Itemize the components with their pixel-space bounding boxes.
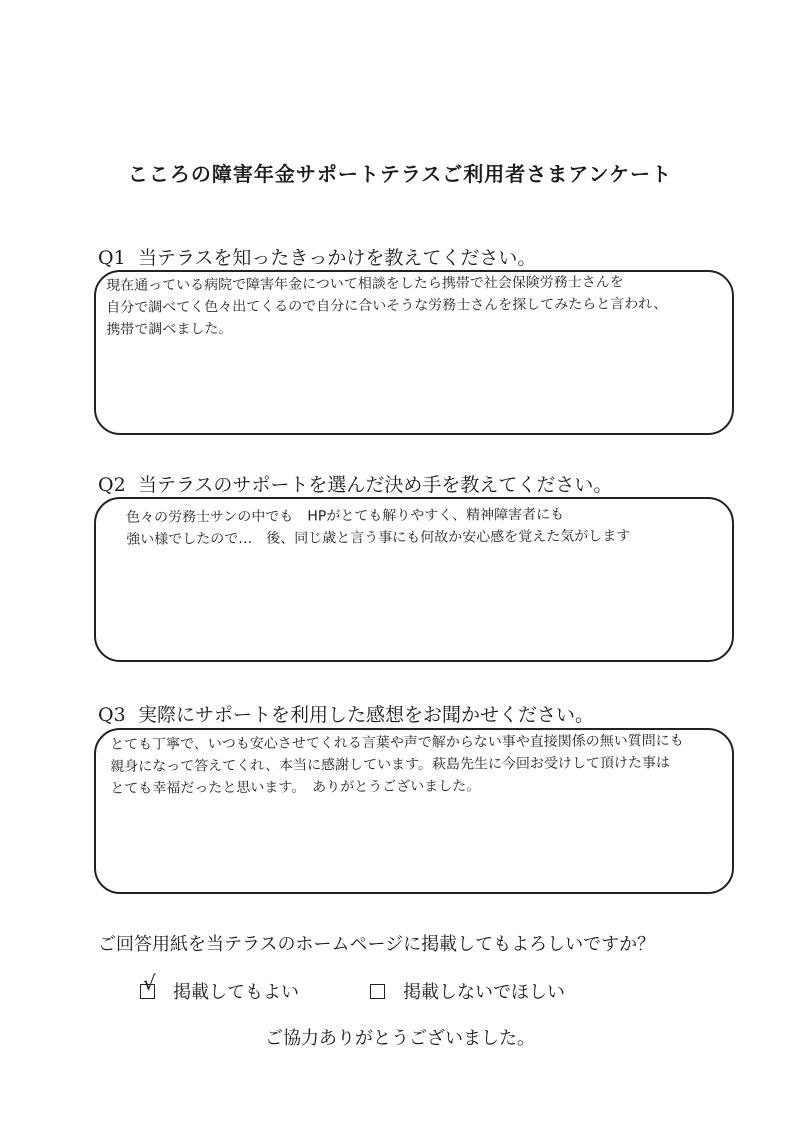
answer-2-line: 強い様でしたので… 後、同じ歳と言う事にも何故か安心感を覚えた気がします (126, 528, 631, 548)
answer-box-2 (94, 497, 734, 662)
answer-1-line: 自分で調べてく色々出てくるので自分に合いそうな労務士さんを探してみたらと言われ、 (106, 296, 668, 316)
consent-no-checkbox[interactable] (370, 984, 385, 999)
question-3-text: 実際にサポートを利用した感想をお聞かせください。 (138, 704, 595, 726)
question-2-text: 当テラスのサポートを選んだ決め手を教えてください。 (138, 474, 613, 496)
answer-2-line: 色々の労務士サンの中でも HPがとても解りやすく、精神障害者にも (126, 506, 565, 526)
question-2 (98, 470, 612, 497)
answer-3 (96, 730, 732, 800)
consent-yes-checkbox[interactable] (140, 970, 156, 999)
answer-1 (96, 271, 732, 341)
consent-option-yes[interactable] (140, 970, 299, 1004)
question-2-number: Q2 (98, 474, 126, 496)
check-mark-icon: √ (143, 970, 156, 995)
answer-1-line: 現在通っている病院で障害年金について相談をしたら携帯で社会保険労務士さんを (106, 274, 624, 294)
answer-box-3 (94, 728, 734, 894)
answer-2 (96, 503, 732, 551)
question-1-number: Q1 (98, 247, 126, 269)
closing-message: ご協力ありがとうございました。 (265, 1028, 535, 1049)
consent-no-label: 掲載しないでほしい (403, 982, 565, 1003)
question-1 (98, 243, 536, 270)
question-1-text: 当テラスを知ったきっかけを教えてください。 (138, 247, 537, 269)
answer-3-line: 親身になって答えてくれ、本当に感謝しています。萩島先生に今回お受けして頂けた事は (110, 754, 670, 775)
answer-1-line: 携帯で調べました。 (106, 321, 233, 338)
consent-yes-label: 掲載してもよい (173, 982, 299, 1003)
answer-3-line: とても幸福だったと思います。 ありがとうございました。 (110, 778, 481, 797)
answer-3-line: とても丁寧で、いつも安心させてくれる言葉や声で解からない事や直接関係の無い質問にも (110, 732, 684, 753)
consent-option-no[interactable] (370, 978, 565, 1004)
question-3 (98, 700, 594, 727)
answer-box-1 (94, 270, 734, 435)
survey-title: こころの障害年金サポートテラスご利用者さまアンケート (127, 162, 673, 186)
consent-question: ご回答用紙を当テラスのホームページに掲載してもよろしいですか？ (98, 934, 656, 955)
question-3-number: Q3 (98, 704, 126, 726)
